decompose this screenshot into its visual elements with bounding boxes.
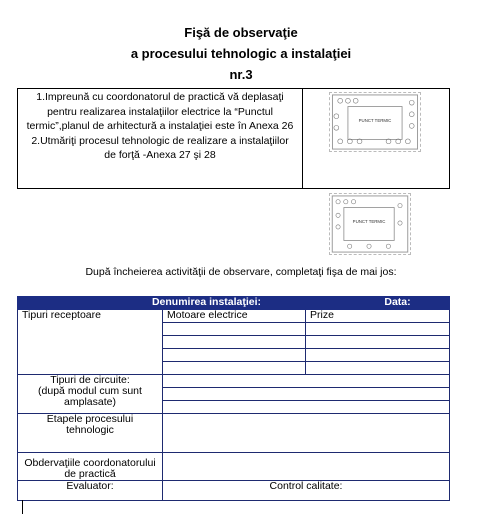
stages-label-cell	[18, 414, 163, 453]
thumbnail-label-1: PUNCT TERMIC	[358, 118, 392, 123]
circuits-input-2[interactable]	[163, 388, 450, 401]
motors-input-3[interactable]	[163, 349, 306, 362]
sockets-label: Prize	[310, 309, 334, 321]
circuits-input-1[interactable]	[163, 375, 450, 388]
quality-control-label: Control calitate:	[269, 480, 343, 492]
motors-label: Motoare electrice	[167, 309, 248, 321]
observations-label-cell	[18, 453, 163, 481]
circuits-input-3[interactable]	[163, 401, 450, 414]
anexa-floorplan-thumbnail-2	[329, 193, 411, 255]
motors-label-cell	[163, 310, 306, 323]
circuits-label: Tipuri de circuite: (după modul cum sunt amplasate)	[38, 374, 142, 408]
anexa-floorplan-thumbnail-1	[329, 92, 421, 152]
evaluator-label: Evaluator:	[66, 480, 114, 492]
receptors-label-cell	[18, 310, 163, 375]
instruction-2a: 2.Utmăriţi procesul tehnologic de realizare a instalaţiilor	[31, 134, 289, 147]
observations-input[interactable]	[163, 453, 450, 481]
header-date: Data:	[306, 297, 450, 310]
instruction-2b: de forţă -Anexa 27 şi 28	[104, 149, 216, 161]
stages-label: Etapele procesului tehnologic	[46, 413, 134, 436]
circuits-label-cell	[18, 375, 163, 414]
sockets-input-2[interactable]	[306, 336, 450, 349]
sockets-input-4[interactable]	[306, 362, 450, 375]
motors-input-4[interactable]	[163, 362, 306, 375]
title-line-3: nr.3	[229, 67, 253, 82]
motors-input-2[interactable]	[163, 336, 306, 349]
instruction-1b: pentru realizarea instalaţiilor electrice la “Punctul	[47, 105, 273, 118]
observations-label: Obdervaţiile coordonatorului de practică	[24, 457, 156, 480]
title-line-2: a procesului tehnologic a instalaţiei	[130, 46, 352, 61]
instructions-text	[18, 89, 302, 164]
instruction-1a: 1.Impreună cu coordonatorul de practică vă deplasaţi	[36, 91, 284, 103]
evaluator-cell	[18, 481, 163, 501]
header-installation-name: Denumirea instalaţiei:	[18, 297, 306, 310]
sockets-input-3[interactable]	[306, 349, 450, 362]
quality-control-cell	[163, 481, 450, 501]
sockets-label-cell	[306, 310, 450, 323]
receptors-label: Tipuri receptoare	[22, 309, 101, 321]
instruction-after-observation: După încheierea activităţii de observare, completaţi fişa de mai jos:	[85, 266, 397, 278]
motors-input-1[interactable]	[163, 323, 306, 336]
title-line-1: Fişă de observaţie	[184, 25, 298, 40]
observation-form-table	[17, 296, 450, 501]
thumbnail-label-2: PUNCT TERMIC	[352, 219, 386, 225]
instruction-1c: termic”,planul de arhitectură a instalaţiei este în Anexa 26	[26, 120, 294, 132]
instructions-cell	[18, 89, 303, 189]
text-cursor	[22, 500, 23, 514]
stages-input[interactable]	[163, 414, 450, 453]
sockets-input-1[interactable]	[306, 323, 450, 336]
